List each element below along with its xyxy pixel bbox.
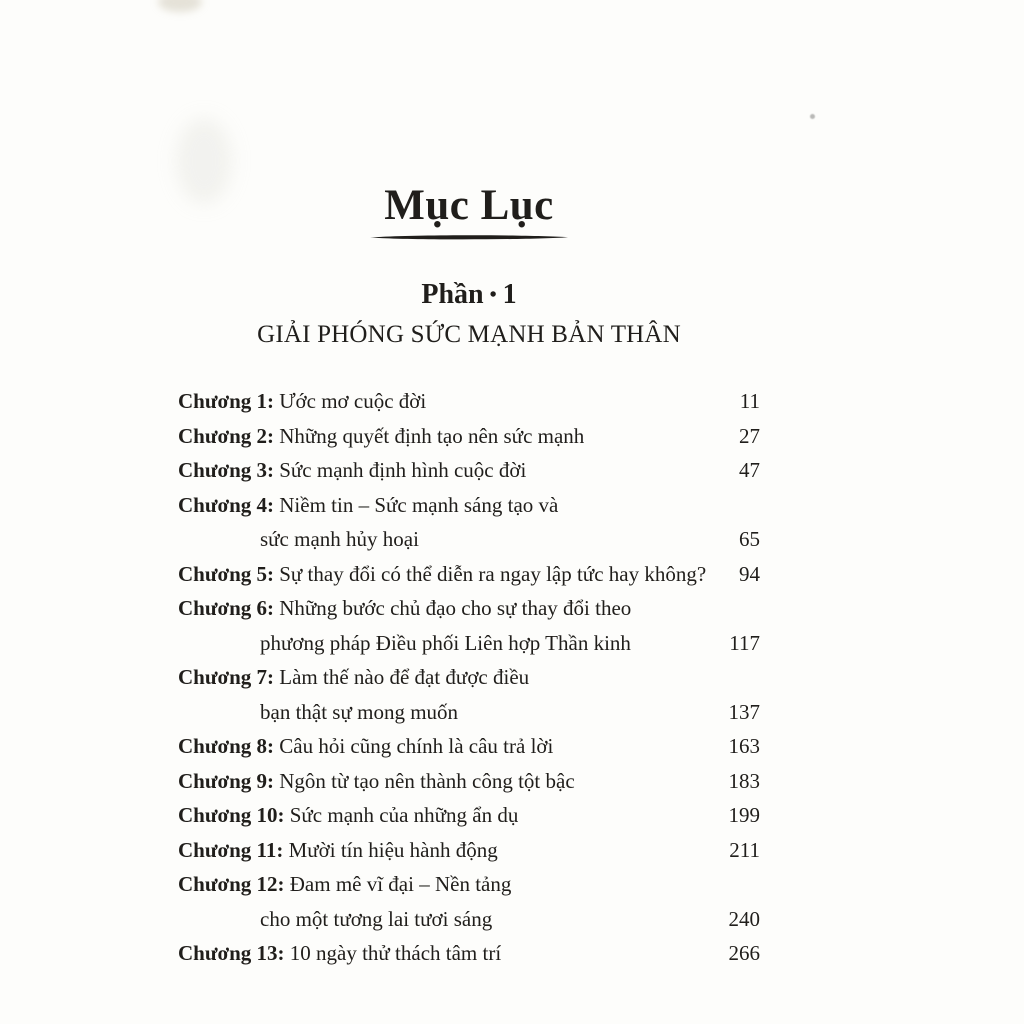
scan-speck [810,114,815,119]
toc-page-content [178,0,760,1024]
entry-text [178,591,760,660]
page-number: 199 [728,803,760,827]
page-number: 266 [728,941,760,965]
entry-text [178,557,760,592]
chapter-label: Chương 9: [178,768,274,793]
page-number: 211 [729,837,760,862]
entry-line: Chương 2: Những quyết định tạo nên sức mạnh [178,423,585,448]
chapter-label: Chương 3: [178,458,274,482]
entry-text [178,660,760,729]
entry-line: Chương 1: Ước mơ cuộc đời [178,389,427,413]
toc-entry [178,488,760,557]
toc-entry [178,867,760,936]
chapter-label: Chương 4: [178,492,274,517]
entry-text [178,936,760,971]
toc-entry [178,453,760,488]
toc-entry [178,936,760,971]
chapter-label: Chương 13: [178,941,285,965]
entry-text [178,453,760,488]
page-number: 163 [728,734,760,758]
part-label: Phần [421,279,484,310]
chapter-label: Chương 11: [178,837,284,862]
chapter-label: Chương 8: [178,734,274,758]
chapter-label: Chương 12: [178,872,285,896]
toc-entry [178,660,760,729]
page-number: 47 [739,458,760,482]
entry-line: Chương 9: Ngôn từ tạo nên thành công tột bậc [178,768,575,793]
entry-line-continuation: bạn thật sự mong muốn [260,699,459,724]
page-number: 11 [739,389,760,413]
entry-line: Chương 6: Những bước chủ đạo cho sự thay đổi theo [178,596,632,620]
part-title: GIẢI PHÓNG SỨC MẠNH BẢN THÂN [257,321,681,348]
entry-line: Chương 5: Sự thay đổi có thể diễn ra ngay lập tức hay không? [178,561,707,586]
entry-text [178,488,760,557]
entry-line: Chương 13: 10 ngày thử thách tâm trí [178,941,502,965]
toc-list [178,384,760,971]
page-number: 183 [728,768,760,793]
entry-line: Chương 3: Sức mạnh định hình cuộc đời [178,458,527,482]
chapter-label: Chương 1: [178,389,274,413]
title-underline-flourish [369,233,569,242]
entry-line: Chương 10: Sức mạnh của những ẩn dụ [178,803,519,827]
page-number: 240 [728,906,760,931]
entry-text [178,833,760,868]
part-heading [178,279,760,311]
entry-text [178,384,760,419]
entry-text [178,419,760,454]
toc-entry [178,729,760,764]
chapter-label: Chương 10: [178,803,285,827]
entry-text [178,764,760,799]
entry-line-continuation: phương pháp Điều phối Liên hợp Thần kinh [260,630,631,655]
toc-entry [178,384,760,419]
toc-entry [178,764,760,799]
toc-entry [178,419,760,454]
entry-text [178,798,760,833]
entry-text [178,729,760,764]
chapter-label: Chương 5: [178,561,274,586]
page-number: 27 [739,423,760,448]
chapter-label: Chương 6: [178,596,274,620]
entry-text [178,867,760,936]
page-number: 65 [739,527,760,551]
entry-line-continuation: cho một tương lai tươi sáng [260,906,493,931]
entry-line-continuation: sức mạnh hủy hoại [260,527,419,551]
toc-entry [178,833,760,868]
toc-entry [178,591,760,660]
page-number: 117 [729,630,760,655]
entry-line: Chương 8: Câu hỏi cũng chính là câu trả lời [178,734,554,758]
entry-line: Chương 4: Niềm tin – Sức mạnh sáng tạo và [178,492,559,517]
page-title: Mục Lục [384,182,554,229]
chapter-label: Chương 7: [178,665,274,689]
entry-line: Chương 12: Đam mê vĩ đại – Nền tảng [178,872,512,896]
entry-line: Chương 7: Làm thế nào để đạt được điều [178,665,530,689]
chapter-label: Chương 2: [178,423,274,448]
toc-entry [178,557,760,592]
part-separator-dot: • [489,284,497,306]
toc-entry [178,798,760,833]
page-number: 137 [728,699,760,724]
page-number: 94 [739,561,760,586]
part-number: 1 [502,279,517,310]
entry-line: Chương 11: Mười tín hiệu hành động [178,837,498,862]
